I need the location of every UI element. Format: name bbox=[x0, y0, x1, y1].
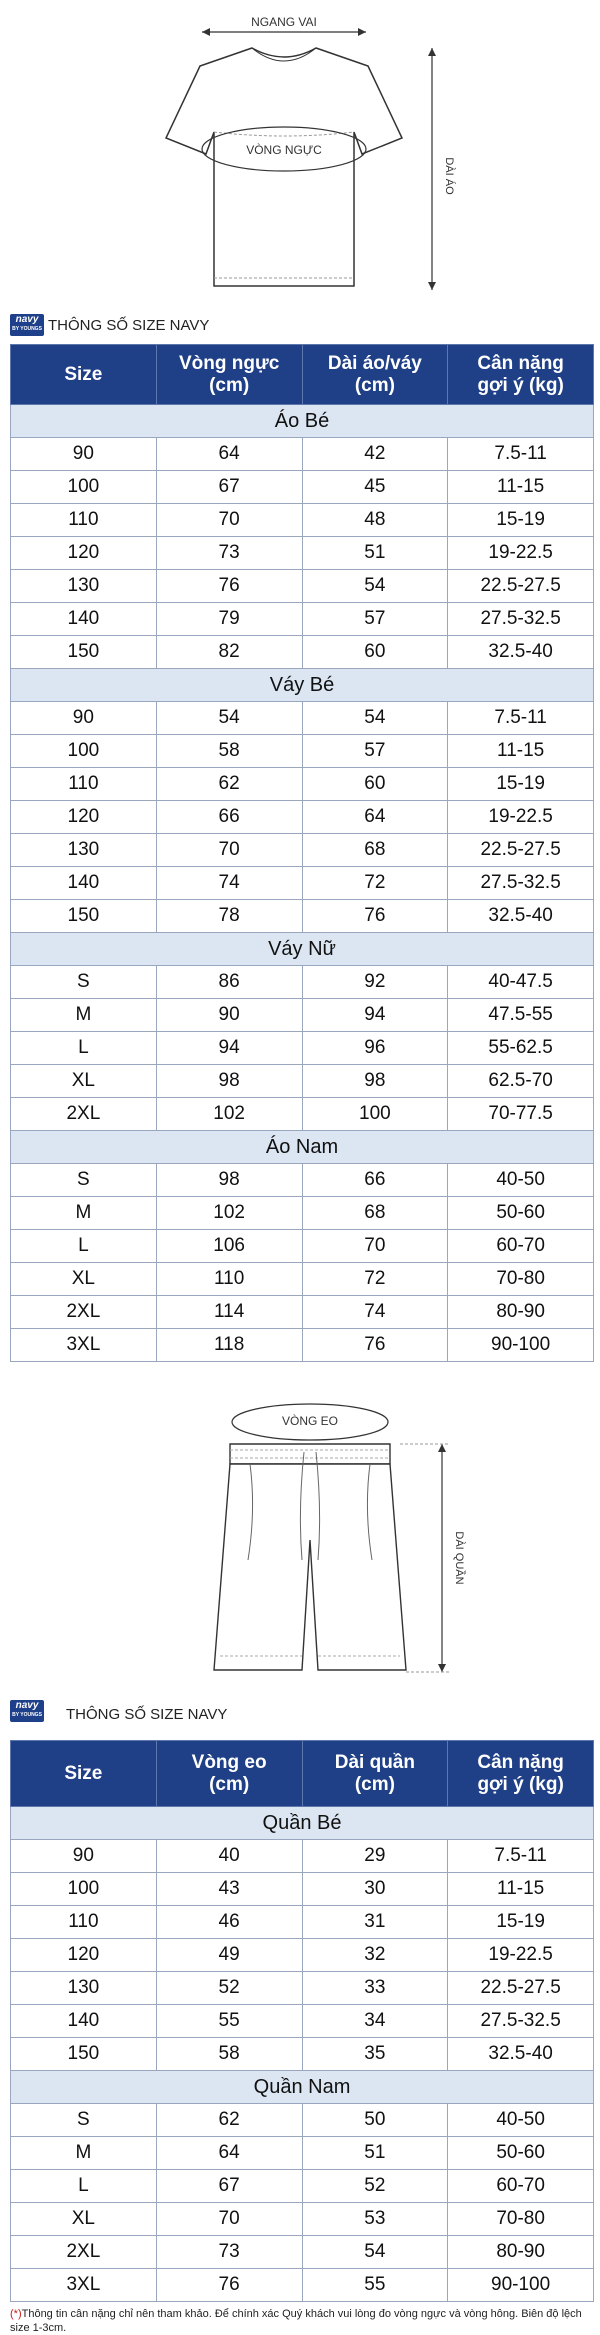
table-cell: 60 bbox=[302, 768, 448, 801]
table-cell: 40-50 bbox=[448, 2104, 594, 2137]
table-cell: 78 bbox=[156, 900, 302, 933]
table-cell: 94 bbox=[156, 1032, 302, 1065]
table-cell: 140 bbox=[11, 867, 157, 900]
table-row bbox=[11, 537, 594, 570]
table-cell: 102 bbox=[156, 1197, 302, 1230]
column-header: Size bbox=[11, 345, 157, 405]
waist-label: VÒNG EO bbox=[281, 1414, 339, 1428]
group-name: Váy Nữ bbox=[11, 933, 594, 966]
group-name: Áo Bé bbox=[11, 405, 594, 438]
bottom-table-title: THÔNG SỐ SIZE NAVY bbox=[66, 1706, 228, 1723]
table-cell: 52 bbox=[156, 1972, 302, 2005]
table-cell: 60 bbox=[302, 636, 448, 669]
column-header: Vòng ngực (cm) bbox=[156, 345, 302, 405]
table-row bbox=[11, 504, 594, 537]
footnote-marker: (*) bbox=[10, 2308, 22, 2320]
footnote-text: Thông tin cân nặng chỉ nên tham khảo. Để chính xác Quý khách vui lòng đo vòng ngực và vòng hông. Biên độ lệch size 1-3cm. bbox=[10, 2308, 582, 2334]
table-cell: 15-19 bbox=[448, 1906, 594, 1939]
table-cell: XL bbox=[11, 1263, 157, 1296]
table-cell: 70 bbox=[302, 1230, 448, 1263]
table-cell: 72 bbox=[302, 1263, 448, 1296]
table-cell: 70-80 bbox=[448, 2203, 594, 2236]
table-cell: 96 bbox=[302, 1032, 448, 1065]
table-cell: 55 bbox=[302, 2269, 448, 2302]
table-cell: 98 bbox=[302, 1065, 448, 1098]
table-cell: M bbox=[11, 999, 157, 1032]
table-row bbox=[11, 2038, 594, 2071]
table-cell: 98 bbox=[156, 1065, 302, 1098]
table-row bbox=[11, 2104, 594, 2137]
table-row bbox=[11, 1263, 594, 1296]
table-cell: 100 bbox=[11, 735, 157, 768]
table-cell: 42 bbox=[302, 438, 448, 471]
table-cell: 110 bbox=[156, 1263, 302, 1296]
table-row bbox=[11, 834, 594, 867]
table-cell: 118 bbox=[156, 1329, 302, 1362]
table-row bbox=[11, 2236, 594, 2269]
shirt-diagram bbox=[140, 8, 470, 308]
column-header: Cân nặng gợi ý (kg) bbox=[448, 345, 594, 405]
table-row bbox=[11, 867, 594, 900]
chest-label: VÒNG NGỰC bbox=[246, 143, 322, 157]
table-cell: 50-60 bbox=[448, 2137, 594, 2170]
table-cell: 54 bbox=[302, 2236, 448, 2269]
table-cell: 34 bbox=[302, 2005, 448, 2038]
table-row bbox=[11, 1939, 594, 1972]
table-cell: 110 bbox=[11, 1906, 157, 1939]
footnote bbox=[10, 2307, 590, 2335]
table-cell: 62.5-70 bbox=[448, 1065, 594, 1098]
table-cell: 53 bbox=[302, 2203, 448, 2236]
table-header-row bbox=[11, 345, 594, 405]
table-cell: 50 bbox=[302, 2104, 448, 2137]
table-cell: 76 bbox=[302, 900, 448, 933]
table-cell: 67 bbox=[156, 471, 302, 504]
table-row bbox=[11, 801, 594, 834]
table-cell: 19-22.5 bbox=[448, 801, 594, 834]
table-row bbox=[11, 1098, 594, 1131]
table-cell: 2XL bbox=[11, 1296, 157, 1329]
table-cell: M bbox=[11, 1197, 157, 1230]
group-name: Áo Nam bbox=[11, 1131, 594, 1164]
table-cell: 7.5-11 bbox=[448, 1840, 594, 1873]
table-cell: 150 bbox=[11, 2038, 157, 2071]
table-cell: 11-15 bbox=[448, 471, 594, 504]
table-cell: S bbox=[11, 966, 157, 999]
table-cell: S bbox=[11, 2104, 157, 2137]
table-cell: 80-90 bbox=[448, 2236, 594, 2269]
table-cell: 62 bbox=[156, 2104, 302, 2137]
table-cell: 150 bbox=[11, 636, 157, 669]
navy-logo-2: navy BY YOUNGS bbox=[10, 1700, 44, 1722]
shorts-diagram bbox=[210, 1400, 500, 1690]
table-cell: 82 bbox=[156, 636, 302, 669]
table-cell: 64 bbox=[302, 801, 448, 834]
table-cell: 51 bbox=[302, 2137, 448, 2170]
table-cell: 15-19 bbox=[448, 768, 594, 801]
table-cell: 32.5-40 bbox=[448, 636, 594, 669]
navy-logo: navy BY YOUNGS bbox=[10, 314, 44, 336]
table-cell: 80-90 bbox=[448, 1296, 594, 1329]
column-header: Size bbox=[11, 1741, 157, 1807]
table-cell: 74 bbox=[156, 867, 302, 900]
table-cell: 140 bbox=[11, 603, 157, 636]
table-cell: 27.5-32.5 bbox=[448, 603, 594, 636]
table-row bbox=[11, 2203, 594, 2236]
table-cell: 90 bbox=[11, 702, 157, 735]
table-cell: 114 bbox=[156, 1296, 302, 1329]
table-cell: 57 bbox=[302, 735, 448, 768]
table-cell: 62 bbox=[156, 768, 302, 801]
table-cell: 70 bbox=[156, 834, 302, 867]
table-cell: 3XL bbox=[11, 2269, 157, 2302]
table-cell: 51 bbox=[302, 537, 448, 570]
table-cell: 22.5-27.5 bbox=[448, 834, 594, 867]
table-cell: 70-80 bbox=[448, 1263, 594, 1296]
table-cell: 67 bbox=[156, 2170, 302, 2203]
table-row bbox=[11, 966, 594, 999]
table-cell: 92 bbox=[302, 966, 448, 999]
table-cell: 64 bbox=[156, 2137, 302, 2170]
table-cell: 110 bbox=[11, 768, 157, 801]
shoulder-label: NGANG VAI bbox=[251, 15, 317, 29]
table-cell: 46 bbox=[156, 1906, 302, 1939]
table-cell: 102 bbox=[156, 1098, 302, 1131]
table-row bbox=[11, 1032, 594, 1065]
table-cell: 43 bbox=[156, 1873, 302, 1906]
table-cell: 66 bbox=[302, 1164, 448, 1197]
table-cell: 54 bbox=[302, 702, 448, 735]
table-cell: 11-15 bbox=[448, 735, 594, 768]
table-cell: 30 bbox=[302, 1873, 448, 1906]
table-cell: XL bbox=[11, 2203, 157, 2236]
table-row bbox=[11, 900, 594, 933]
table-cell: 19-22.5 bbox=[448, 1939, 594, 1972]
table-cell: 19-22.5 bbox=[448, 537, 594, 570]
table-cell: 72 bbox=[302, 867, 448, 900]
table-cell: 54 bbox=[156, 702, 302, 735]
top-size-table bbox=[10, 344, 594, 1362]
table-cell: 150 bbox=[11, 900, 157, 933]
column-header: Dài quần (cm) bbox=[302, 1741, 448, 1807]
table-cell: 66 bbox=[156, 801, 302, 834]
table-cell: 22.5-27.5 bbox=[448, 1972, 594, 2005]
table-row bbox=[11, 1329, 594, 1362]
column-header: Cân nặng gợi ý (kg) bbox=[448, 1741, 594, 1807]
table-cell: S bbox=[11, 1164, 157, 1197]
table-cell: 73 bbox=[156, 537, 302, 570]
table-cell: 32.5-40 bbox=[448, 900, 594, 933]
table-cell: 70-77.5 bbox=[448, 1098, 594, 1131]
group-header-row bbox=[11, 669, 594, 702]
table-cell: 90 bbox=[11, 1840, 157, 1873]
group-header-row bbox=[11, 1131, 594, 1164]
table-cell: 68 bbox=[302, 1197, 448, 1230]
table-cell: 35 bbox=[302, 2038, 448, 2071]
table-cell: 40-50 bbox=[448, 1164, 594, 1197]
table-cell: 55 bbox=[156, 2005, 302, 2038]
table-cell: 31 bbox=[302, 1906, 448, 1939]
table-cell: 100 bbox=[11, 1873, 157, 1906]
group-name: Quần Bé bbox=[11, 1807, 594, 1840]
table-row bbox=[11, 1840, 594, 1873]
table-row bbox=[11, 1230, 594, 1263]
table-cell: 64 bbox=[156, 438, 302, 471]
group-header-row bbox=[11, 2071, 594, 2104]
table-row bbox=[11, 1164, 594, 1197]
table-cell: 60-70 bbox=[448, 2170, 594, 2203]
table-row bbox=[11, 768, 594, 801]
table-cell: 73 bbox=[156, 2236, 302, 2269]
table-cell: 11-15 bbox=[448, 1873, 594, 1906]
table-cell: 2XL bbox=[11, 2236, 157, 2269]
table-cell: 120 bbox=[11, 801, 157, 834]
column-header: Dài áo/váy (cm) bbox=[302, 345, 448, 405]
column-header: Vòng eo (cm) bbox=[156, 1741, 302, 1807]
table-row bbox=[11, 636, 594, 669]
table-row bbox=[11, 603, 594, 636]
table-header-row bbox=[11, 1741, 594, 1807]
table-cell: 48 bbox=[302, 504, 448, 537]
table-cell: 3XL bbox=[11, 1329, 157, 1362]
table-cell: 27.5-32.5 bbox=[448, 867, 594, 900]
table-cell: 74 bbox=[302, 1296, 448, 1329]
table-cell: 76 bbox=[302, 1329, 448, 1362]
table-row bbox=[11, 438, 594, 471]
table-cell: 55-62.5 bbox=[448, 1032, 594, 1065]
table-cell: 57 bbox=[302, 603, 448, 636]
table-row bbox=[11, 702, 594, 735]
table-cell: 90-100 bbox=[448, 1329, 594, 1362]
table-cell: 40-47.5 bbox=[448, 966, 594, 999]
table-cell: 45 bbox=[302, 471, 448, 504]
table-cell: L bbox=[11, 1230, 157, 1263]
table-cell: 90-100 bbox=[448, 2269, 594, 2302]
table-cell: 76 bbox=[156, 570, 302, 603]
table-cell: 15-19 bbox=[448, 504, 594, 537]
table-cell: 68 bbox=[302, 834, 448, 867]
table-cell: 130 bbox=[11, 1972, 157, 2005]
table-cell: 79 bbox=[156, 603, 302, 636]
group-name: Quần Nam bbox=[11, 2071, 594, 2104]
table-cell: 47.5-55 bbox=[448, 999, 594, 1032]
table-cell: 7.5-11 bbox=[448, 438, 594, 471]
table-cell: 120 bbox=[11, 537, 157, 570]
table-cell: 58 bbox=[156, 735, 302, 768]
group-header-row bbox=[11, 1807, 594, 1840]
table-row bbox=[11, 1972, 594, 2005]
table-cell: 70 bbox=[156, 504, 302, 537]
table-row bbox=[11, 2269, 594, 2302]
table-cell: 52 bbox=[302, 2170, 448, 2203]
table-cell: 90 bbox=[156, 999, 302, 1032]
table-cell: 22.5-27.5 bbox=[448, 570, 594, 603]
table-cell: 70 bbox=[156, 2203, 302, 2236]
table-cell: 120 bbox=[11, 1939, 157, 1972]
table-cell: 60-70 bbox=[448, 1230, 594, 1263]
table-cell: 33 bbox=[302, 1972, 448, 2005]
table-cell: 32 bbox=[302, 1939, 448, 1972]
bottom-size-table bbox=[10, 1740, 594, 2302]
table-cell: 58 bbox=[156, 2038, 302, 2071]
table-cell: 32.5-40 bbox=[448, 2038, 594, 2071]
table-cell: 86 bbox=[156, 966, 302, 999]
table-cell: 106 bbox=[156, 1230, 302, 1263]
table-cell: 54 bbox=[302, 570, 448, 603]
table-cell: 100 bbox=[11, 471, 157, 504]
table-cell: 27.5-32.5 bbox=[448, 2005, 594, 2038]
table-cell: 130 bbox=[11, 834, 157, 867]
group-name: Váy Bé bbox=[11, 669, 594, 702]
table-cell: 90 bbox=[11, 438, 157, 471]
table-row bbox=[11, 1065, 594, 1098]
table-cell: 40 bbox=[156, 1840, 302, 1873]
table-cell: L bbox=[11, 1032, 157, 1065]
shorts-length-label: DÀI QUẦN bbox=[453, 1531, 465, 1585]
table-cell: 100 bbox=[302, 1098, 448, 1131]
table-row bbox=[11, 471, 594, 504]
top-table-title: THÔNG SỐ SIZE NAVY bbox=[48, 317, 210, 334]
table-cell: 76 bbox=[156, 2269, 302, 2302]
table-cell: 130 bbox=[11, 570, 157, 603]
table-cell: 49 bbox=[156, 1939, 302, 1972]
table-cell: 2XL bbox=[11, 1098, 157, 1131]
table-row bbox=[11, 1906, 594, 1939]
group-header-row bbox=[11, 933, 594, 966]
table-row bbox=[11, 1873, 594, 1906]
table-cell: 140 bbox=[11, 2005, 157, 2038]
table-cell: 50-60 bbox=[448, 1197, 594, 1230]
table-cell: 7.5-11 bbox=[448, 702, 594, 735]
table-row bbox=[11, 2005, 594, 2038]
table-cell: 94 bbox=[302, 999, 448, 1032]
table-cell: 29 bbox=[302, 1840, 448, 1873]
table-row bbox=[11, 570, 594, 603]
group-header-row bbox=[11, 405, 594, 438]
table-row bbox=[11, 999, 594, 1032]
length-label: DÀI ÁO bbox=[443, 157, 455, 195]
table-row bbox=[11, 2137, 594, 2170]
table-cell: 110 bbox=[11, 504, 157, 537]
table-cell: M bbox=[11, 2137, 157, 2170]
table-cell: L bbox=[11, 2170, 157, 2203]
table-row bbox=[11, 735, 594, 768]
table-row bbox=[11, 1197, 594, 1230]
table-cell: 98 bbox=[156, 1164, 302, 1197]
table-row bbox=[11, 1296, 594, 1329]
table-row bbox=[11, 2170, 594, 2203]
table-cell: XL bbox=[11, 1065, 157, 1098]
